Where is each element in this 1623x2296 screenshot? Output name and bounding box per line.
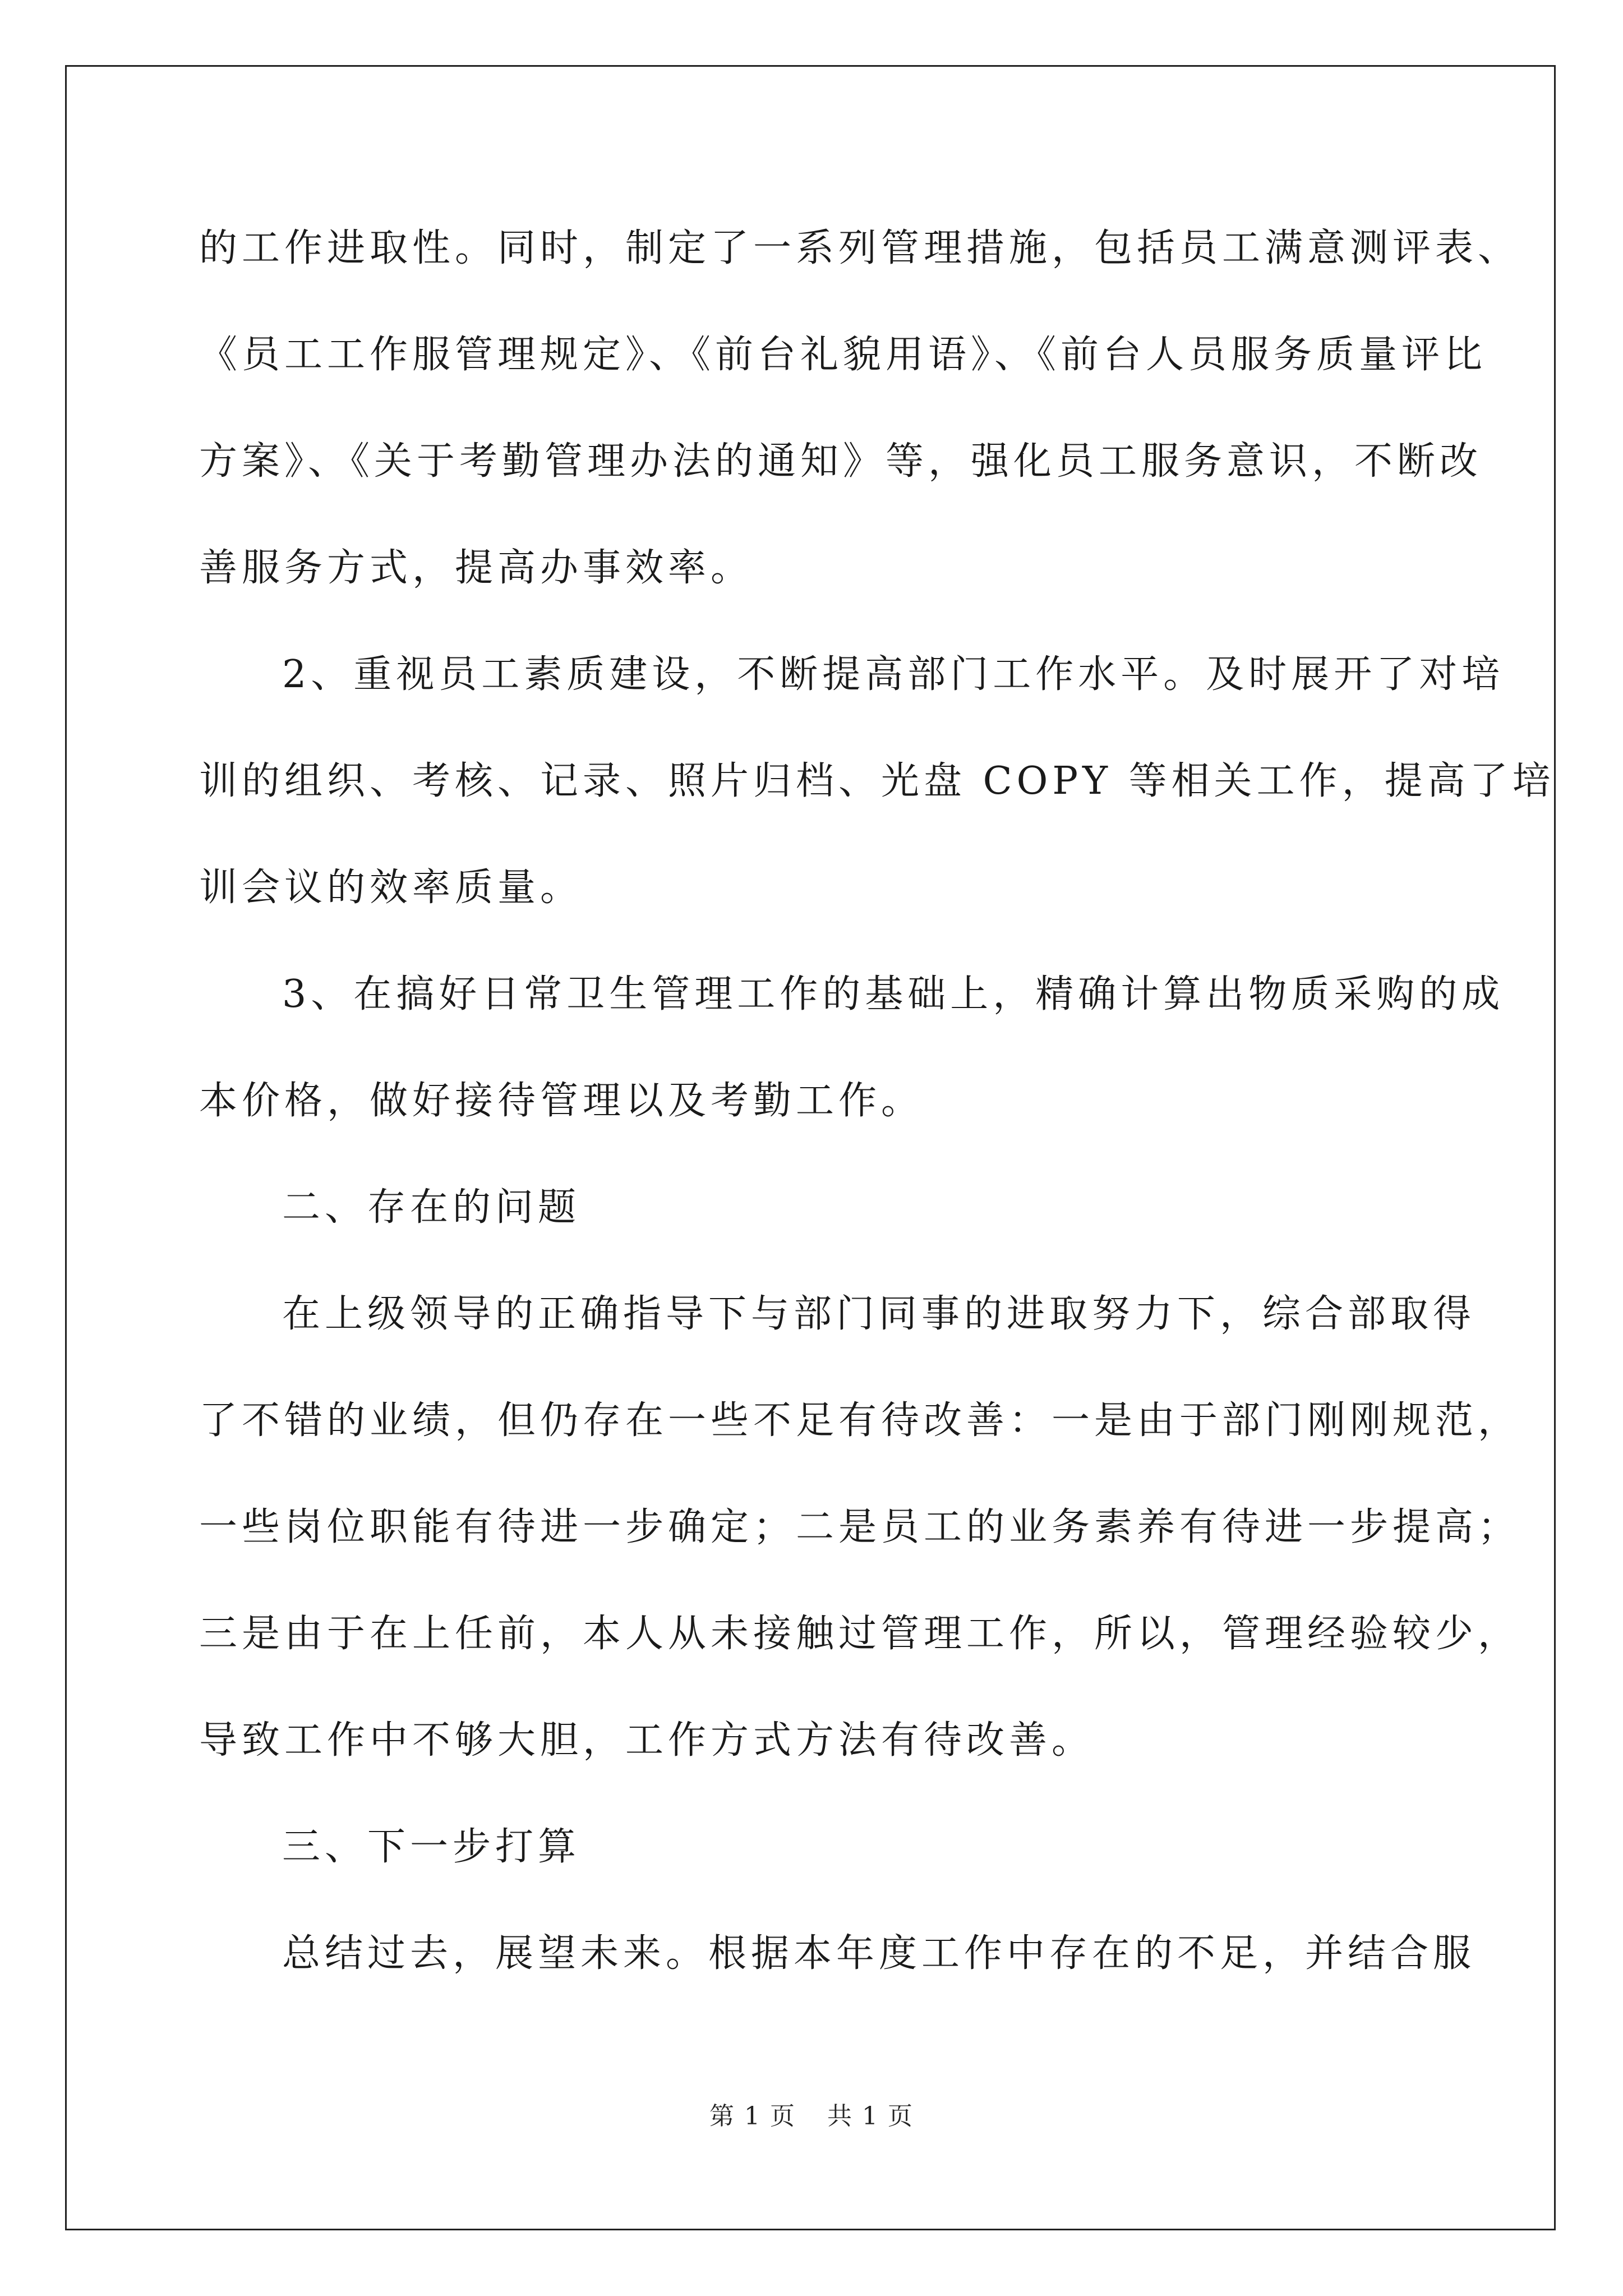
section-heading: 三、下一步打算 <box>282 1825 581 1869</box>
page-total: 共 1 页 <box>827 2102 914 2131</box>
paragraph-start-line: 2、重视员工素质建设，不断提高部门工作水平。及时展开了对培 <box>282 652 1505 697</box>
text-line: 三是由于在上任前，本人从未接触过管理工作，所以，管理经验较少， <box>199 1612 1521 1656</box>
paragraph-start-line: 总结过去，展望未来。根据本年度工作中存在的不足，并结合服 <box>282 1931 1476 1976</box>
section-heading: 二、存在的问题 <box>282 1185 581 1230</box>
page-footer <box>0 2096 1623 2132</box>
document-body <box>199 195 1555 2007</box>
text-line: 训的组织、考核、记录、照片归档、光盘 COPY 等相关工作，提高了培 <box>199 759 1555 803</box>
text-line: 导致工作中不够大胆，工作方式方法有待改善。 <box>199 1718 1095 1763</box>
text-line: 了不错的业绩，但仍存在一些不足有待改善：一是由于部门刚刚规范， <box>199 1398 1521 1443</box>
paragraph-start-line: 3、在搞好日常卫生管理工作的基础上，精确计算出物质采购的成 <box>282 972 1505 1016</box>
text-line: 训会议的效率质量。 <box>199 866 583 910</box>
text-line: 本价格，做好接待管理以及考勤工作。 <box>199 1079 924 1123</box>
paragraph-start-line: 在上级领导的正确指导下与部门同事的进取努力下，综合部取得 <box>282 1292 1476 1336</box>
text-line: 的工作进取性。同时，制定了一系列管理措施，包括员工满意测评表、 <box>199 226 1521 270</box>
text-line: 善服务方式，提高办事效率。 <box>199 546 754 590</box>
text-line: 方案》、《关于考勤管理办法的通知》等，强化员工服务意识，不断改 <box>199 439 1483 484</box>
page-number: 第 1 页 <box>709 2102 796 2131</box>
text-line: 《员工工作服管理规定》、《前台礼貌用语》、《前台人员服务质量评比 <box>199 333 1487 377</box>
text-line: 一些岗位职能有待进一步确定；二是员工的业务素养有待进一步提高； <box>199 1505 1521 1549</box>
